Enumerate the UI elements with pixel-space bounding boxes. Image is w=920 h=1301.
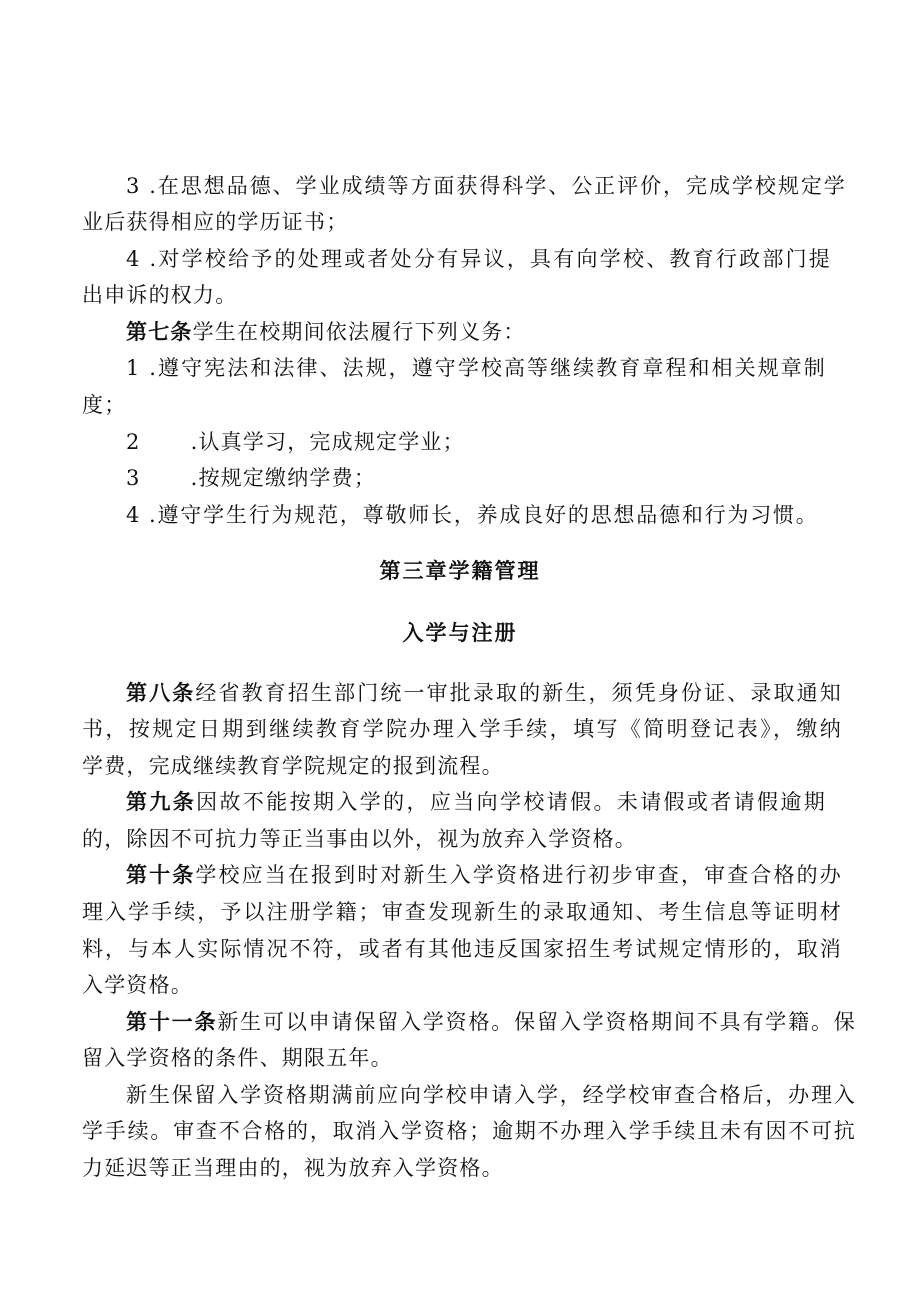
- article-11-text-1: 新生可以申请保留入学资格。保留入学资格期间不具有学籍。保: [217, 1010, 856, 1034]
- item-3-line-1: 3 .在思想品德、学业成绩等方面获得科学、公正评价，完成学校规定学: [126, 174, 846, 198]
- article-7-text: 学生在校期间依法履行下列义务：: [192, 320, 526, 344]
- article-11-label: 第十一条: [126, 1010, 218, 1034]
- article-7-label: 第七条: [126, 320, 193, 344]
- duty-3: [126, 463, 886, 493]
- article-9-line-2: 的，除因不可抗力等正当事由以外，视为放弃入学资格。: [82, 827, 637, 851]
- article-10-text-1: 学校应当在报到时对新生入学资格进行初步审查，审查合格的办: [195, 863, 842, 887]
- duty-3-text: .按规定缴纳学费；: [190, 466, 377, 490]
- duty-2: [126, 427, 886, 457]
- article-10-label: 第十条: [126, 863, 196, 887]
- article-8-line-2: 书，按规定日期到继续教育学院办理入学手续，填写《简明登记表》，缴纳: [82, 717, 842, 741]
- retain-para-line-3: 力延迟等正当理由的，视为放弃入学资格。: [82, 1156, 504, 1180]
- chapter-title: 第三章学籍管理: [379, 559, 541, 583]
- section-title: 入学与注册: [402, 621, 518, 645]
- duty-4: 4 .遵守学生行为规范，尊敬师长，养成良好的思想品德和行为习惯。: [126, 503, 818, 527]
- article-8-line-1: [126, 678, 842, 708]
- duty-1-line-2: 度；: [82, 393, 127, 417]
- item-4-line-1: 4 .对学校给予的处理或者处分有异议，具有向学校、教育行政部门提: [126, 247, 831, 271]
- retain-para-line-1: 新生保留入学资格期满前应向学校申请入学，经学校审查合格后，办理入: [126, 1083, 856, 1107]
- duty-3-number: 3: [126, 466, 141, 490]
- item-4-line-2: 出申诉的权力。: [82, 283, 238, 307]
- article-10-line-2: 理入学手续，予以注册学籍；审查发现新生的录取通知、考生信息等证明材: [82, 900, 842, 924]
- duty-2-number: 2: [126, 430, 141, 454]
- article-10-line-3: 料，与本人实际情况不符，或者有其他违反国家招生考试规定情形的，取消: [82, 937, 842, 961]
- article-10-line-4: 入学资格。: [82, 973, 193, 997]
- article-10-line-1: [126, 860, 842, 890]
- duty-2-text: .认真学习，完成规定学业；: [190, 430, 465, 454]
- article-8-text-1: 经省教育招生部门统一审批录取的新生，须凭身份证、录取通知: [195, 681, 842, 705]
- article-9-label: 第九条: [126, 790, 197, 814]
- article-9-line-1: [126, 787, 826, 817]
- article-11-line-1: [126, 1007, 856, 1037]
- item-3-line-2: 业后获得相应的学历证书；: [82, 210, 349, 234]
- duty-1-line-1: 1 .遵守宪法和法律、法规，遵守学校高等继续教育章程和相关规章制: [126, 356, 826, 380]
- article-8-line-3: 学费，完成继续教育学院规定的报到流程。: [82, 754, 504, 778]
- article-9-text-1: 因故不能按期入学的，应当向学校请假。未请假或者请假逾期: [196, 790, 826, 814]
- retain-para-line-2: 学手续。审查不合格的，取消入学资格；逾期不办理入学手续且未有因不可抗: [82, 1119, 856, 1143]
- article-7: [126, 317, 886, 347]
- article-11-line-2: 留入学资格的条件、期限五年。: [82, 1046, 393, 1070]
- article-8-label: 第八条: [126, 681, 196, 705]
